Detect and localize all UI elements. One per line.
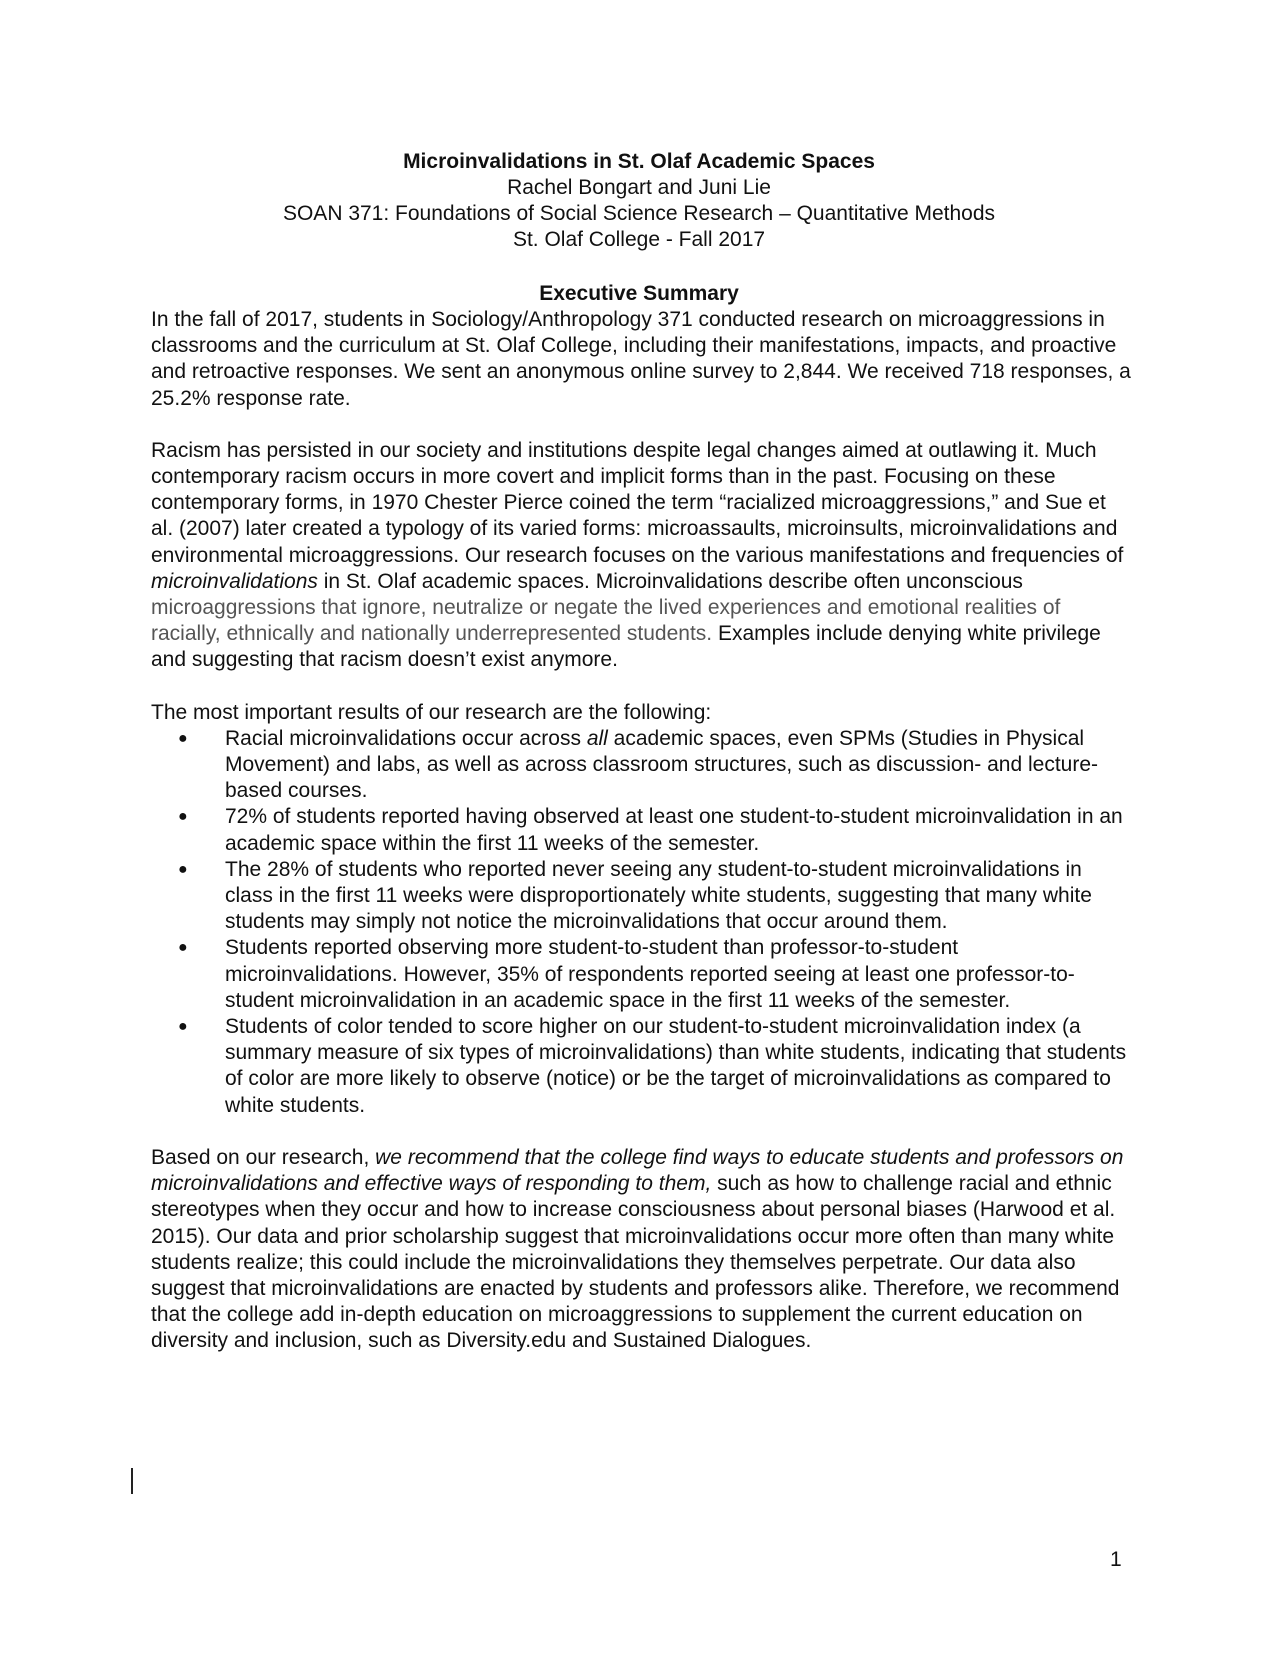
list-item	[151, 935, 1131, 1014]
list-item	[151, 726, 1131, 805]
page-number: 1	[1110, 1548, 1122, 1571]
bullet-icon: ●	[178, 1018, 188, 1036]
emphasis-text: all	[586, 726, 608, 750]
text-run: Racial microinvalidations occur across	[225, 726, 587, 750]
bullet-icon: ●	[178, 729, 188, 747]
text-run: in St. Olaf academic spaces. Microinvalidations describe often unconscious	[317, 569, 1023, 593]
results-list	[151, 726, 1131, 1119]
list-item	[151, 857, 1131, 936]
text-run: Based on our research,	[151, 1145, 376, 1169]
emphasis-text: we recommend that the college find ways to educate students and professors on microinvalidations and effective ways of responding to them,	[151, 1145, 1124, 1196]
course-line: SOAN 371: Foundations of Social Science Research – Quantitative Methods	[282, 202, 996, 225]
text-run: such as how to challenge racial and ethnic stereotypes when they occur and how to increase consciousness about personal biases (Harwood et al. 2015). Our data and prior scholarship suggest that microinvalidations occur more often than many white students realize; this could include the microinvalidations they themselves perpetrate. Our data also suggest that microinvalidations are enacted by students and professors alike. Therefore, we recommend that the college add in-depth education on microaggressions to supplement the current education on diversity and inclusion, such as Diversity.edu and Sustained Dialogues.	[151, 1172, 1120, 1353]
list-item	[151, 1014, 1131, 1119]
text-cursor	[131, 1468, 133, 1494]
bullet-icon: ●	[178, 808, 188, 826]
institution-line: St. Olaf College - Fall 2017	[512, 228, 766, 251]
recommendation-paragraph	[151, 1145, 1131, 1355]
text-run: The 28% of students who reported never seeing any student-to-student microinvalidations in class in the first 11 weeks were disproportionately white students, suggesting that many white students may simply not notice the microinvalidations that occur around them.	[225, 857, 1092, 934]
bullet-icon: ●	[178, 860, 188, 878]
intro-paragraph: In the fall of 2017, students in Sociology/Anthropology 371 conducted research on microaggressions in classrooms and the curriculum at St. Olaf College, including their manifestations, impacts, and proactive and retroactive responses. We sent an anonymous online survey to 2,844. We received 718 responses, a 25.2% response rate.	[151, 308, 1131, 410]
document-header	[150, 149, 1128, 253]
section-heading: Executive Summary	[539, 282, 739, 305]
text-run: Racism has persisted in our society and institutions despite legal changes aimed at outlawing it. Much contemporary racism occurs in more covert and implicit forms than in the past. Focusing on these contemporary forms, in 1970 Chester Pierce coined the term “racialized microaggressions,” and Sue et al. (2007) later created a typology of its varied forms: microassaults, microinsults, microinvalidations and environmental microaggressions. Our research focuses on the various manifestations and frequencies of	[151, 438, 1124, 567]
emphasis-text: microinvalidations	[151, 569, 318, 593]
document-authors: Rachel Bongart and Juni Lie	[507, 176, 771, 199]
text-run: Examples include denying white privilege and suggesting that racism doesn’t exist anymore.	[151, 622, 1101, 672]
document-body	[151, 307, 1131, 1355]
text-run: 72% of students reported having observed at least one student-to-student microinvalidation in an academic space within the first 11 weeks of the semester.	[225, 805, 1123, 855]
list-item	[151, 804, 1131, 856]
bullet-icon: ●	[178, 939, 188, 957]
results-intro: The most important results of our research are the following:	[151, 700, 712, 724]
gray-text: microaggressions that ignore, neutralize or negate the lived experiences and emotional realities of racially, ethnically and nationally underrepresented students.	[151, 596, 1061, 646]
background-paragraph	[151, 438, 1131, 674]
document-title: Microinvalidations in St. Olaf Academic Spaces	[403, 150, 875, 173]
text-run: Students of color tended to score higher on our student-to-student microinvalidation index (a summary measure of six types of microinvalidations) than white students, indicating that students of color are more likely to observe (notice) or be the target of microinvalidations as compared to white students.	[225, 1015, 1127, 1117]
text-run: Students reported observing more student-to-student than professor-to-student microinvalidations. However, 35% of respondents reported seeing at least one professor-to-student microinvalidation in an academic space in the first 11 weeks of the semester.	[225, 936, 1075, 1012]
text-run: academic spaces, even SPMs (Studies in Physical Movement) and labs, as well as across classroom structures, such as discussion- and lecture-based courses.	[225, 726, 1099, 803]
